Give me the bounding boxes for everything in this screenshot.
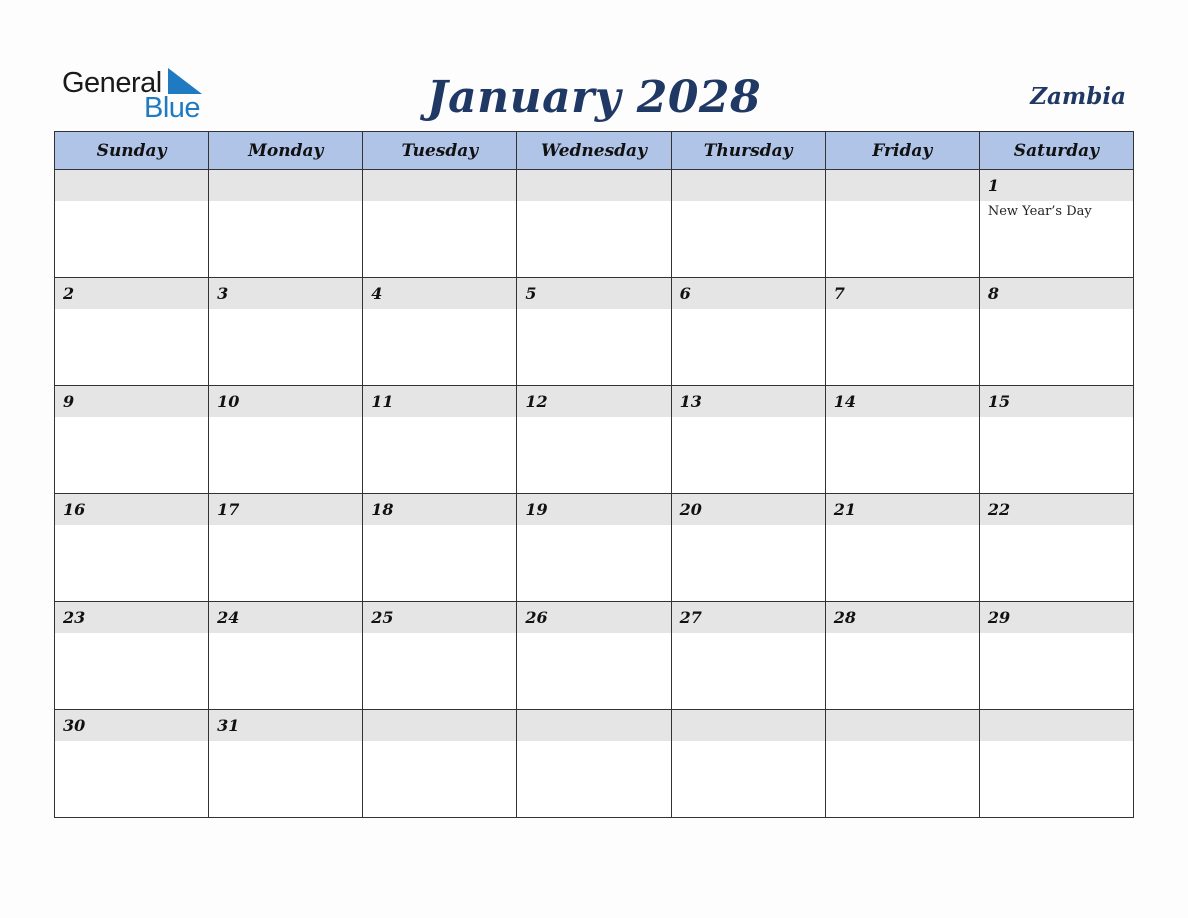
week-row — [55, 278, 1134, 386]
day-number: 3 — [217, 284, 229, 303]
day-cell — [55, 386, 209, 494]
day-number: 27 — [679, 608, 702, 627]
day-number: 22 — [987, 500, 1011, 519]
day-number-strip — [363, 494, 516, 525]
day-number-strip — [826, 170, 979, 201]
day-number: 18 — [371, 500, 394, 519]
day-cell — [825, 386, 979, 494]
day-number-strip — [209, 494, 362, 525]
day-number-strip — [672, 278, 825, 309]
day-number: 4 — [371, 284, 383, 303]
week-row — [55, 386, 1134, 494]
day-number: 1 — [987, 176, 999, 195]
day-number-strip — [55, 710, 208, 741]
day-cell — [979, 602, 1133, 710]
week-row — [55, 170, 1134, 278]
day-cell — [363, 170, 517, 278]
day-number-strip — [672, 710, 825, 741]
day-cell — [671, 278, 825, 386]
day-number: 17 — [217, 500, 240, 519]
day-cell — [55, 494, 209, 602]
day-number-strip — [55, 170, 208, 201]
logo-text-blue: Blue — [144, 92, 201, 124]
day-number-strip — [363, 170, 516, 201]
day-cell — [363, 278, 517, 386]
day-number-strip — [980, 710, 1133, 741]
day-number-strip — [517, 278, 670, 309]
day-cell — [209, 170, 363, 278]
day-cell — [825, 278, 979, 386]
day-number: 6 — [679, 284, 691, 303]
day-number-strip — [672, 386, 825, 417]
day-number: 23 — [63, 608, 86, 627]
day-cell — [825, 170, 979, 278]
day-cell — [517, 170, 671, 278]
day-cell — [979, 386, 1133, 494]
day-number: 19 — [525, 500, 548, 519]
day-number-strip — [517, 170, 670, 201]
day-number-strip — [209, 278, 362, 309]
day-number-strip — [826, 494, 979, 525]
weekday-wednesday: Wednesday — [517, 132, 671, 170]
day-number: 9 — [63, 392, 75, 411]
day-cell — [363, 386, 517, 494]
day-number-strip — [363, 386, 516, 417]
weekday-tuesday: Tuesday — [363, 132, 517, 170]
day-cell — [55, 170, 209, 278]
day-cell — [825, 602, 979, 710]
day-number-strip — [980, 170, 1133, 201]
day-cell — [671, 710, 825, 818]
day-number-strip — [826, 710, 979, 741]
day-cell — [825, 710, 979, 818]
day-number: 24 — [217, 608, 240, 627]
weekday-thursday: Thursday — [671, 132, 825, 170]
day-number-strip — [517, 494, 670, 525]
day-cell — [209, 602, 363, 710]
day-cell — [209, 386, 363, 494]
day-cell — [671, 494, 825, 602]
day-cell — [209, 494, 363, 602]
day-number-strip — [826, 386, 979, 417]
day-number-strip — [209, 710, 362, 741]
week-row — [55, 494, 1134, 602]
day-cell — [671, 386, 825, 494]
day-cell — [55, 710, 209, 818]
day-cell — [825, 494, 979, 602]
day-cell — [363, 710, 517, 818]
day-number: 25 — [371, 608, 394, 627]
day-number: 21 — [833, 500, 856, 519]
day-number-strip — [980, 602, 1133, 633]
day-number: 7 — [833, 284, 845, 303]
holiday-label: New Year’s Day — [987, 204, 1092, 219]
day-cell — [55, 602, 209, 710]
day-cell — [671, 170, 825, 278]
day-number-strip — [672, 170, 825, 201]
page-title: January 2028 — [426, 72, 762, 123]
day-number: 29 — [987, 608, 1011, 627]
day-number-strip — [517, 386, 670, 417]
day-number: 15 — [987, 392, 1011, 411]
day-cell — [979, 494, 1133, 602]
day-number-strip — [363, 710, 516, 741]
week-row — [55, 602, 1134, 710]
weekday-monday: Monday — [209, 132, 363, 170]
day-cell — [517, 494, 671, 602]
day-cell — [363, 602, 517, 710]
day-number-strip — [826, 602, 979, 633]
day-number-strip — [363, 278, 516, 309]
day-number-strip — [209, 386, 362, 417]
day-number-strip — [517, 710, 670, 741]
day-number-strip — [55, 602, 208, 633]
day-number: 26 — [525, 608, 548, 627]
day-cell — [517, 710, 671, 818]
month-calendar — [54, 131, 1134, 818]
day-cell — [979, 278, 1133, 386]
day-number: 28 — [833, 608, 856, 627]
day-number: 2 — [63, 284, 75, 303]
weekday-sunday: Sunday — [55, 132, 209, 170]
day-cell — [55, 278, 209, 386]
day-cell — [979, 170, 1133, 278]
day-number: 5 — [525, 284, 537, 303]
day-number: 16 — [63, 500, 86, 519]
day-number-strip — [980, 494, 1133, 525]
logo-text-general: General — [62, 67, 162, 99]
day-number: 13 — [679, 392, 702, 411]
day-number: 10 — [217, 392, 240, 411]
day-number: 20 — [679, 500, 702, 519]
day-number-strip — [672, 602, 825, 633]
day-number-strip — [517, 602, 670, 633]
day-number-strip — [55, 386, 208, 417]
day-number-strip — [209, 602, 362, 633]
day-number-strip — [55, 278, 208, 309]
day-cell — [979, 710, 1133, 818]
day-number: 31 — [217, 716, 240, 735]
day-cell — [209, 710, 363, 818]
day-number: 30 — [63, 716, 86, 735]
weekday-header-row — [55, 132, 1134, 170]
week-row — [55, 710, 1134, 818]
day-number-strip — [980, 278, 1133, 309]
day-number-strip — [55, 494, 208, 525]
day-number-strip — [672, 494, 825, 525]
day-cell — [517, 278, 671, 386]
day-cell — [517, 602, 671, 710]
day-number: 14 — [833, 392, 856, 411]
day-number-strip — [826, 278, 979, 309]
country-name: Zambia — [1030, 83, 1126, 110]
day-number: 11 — [371, 392, 394, 411]
day-cell — [363, 494, 517, 602]
day-number-strip — [209, 170, 362, 201]
day-number-strip — [980, 386, 1133, 417]
day-cell — [209, 278, 363, 386]
day-number: 12 — [525, 392, 548, 411]
weekday-friday: Friday — [825, 132, 979, 170]
day-cell — [517, 386, 671, 494]
weekday-saturday: Saturday — [979, 132, 1133, 170]
day-number: 8 — [987, 284, 999, 303]
day-cell — [671, 602, 825, 710]
day-number-strip — [363, 602, 516, 633]
